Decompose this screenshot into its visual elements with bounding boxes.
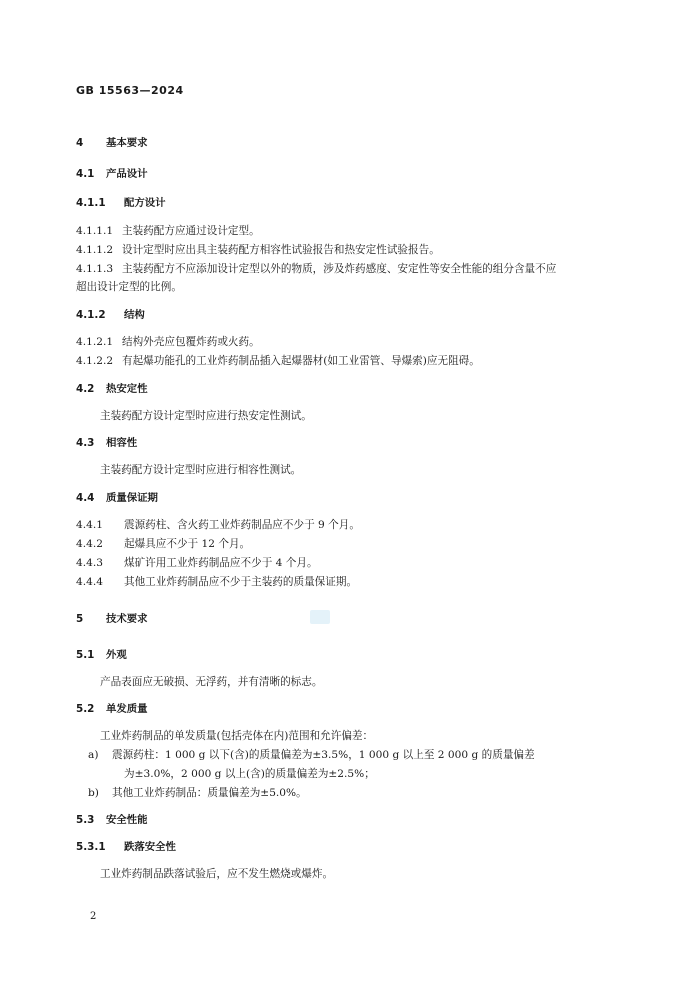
list-text: 其他工业炸药制品：质量偏差为±5.0%。 xyxy=(112,787,307,799)
heading-4-2 xyxy=(76,382,148,396)
clause-4-1-2-1 xyxy=(76,335,260,349)
clause-number: 4.4.3 xyxy=(76,557,103,569)
heading-title: 外观 xyxy=(106,649,127,661)
list-item-a xyxy=(88,748,535,762)
list-label: b) xyxy=(88,787,99,799)
paragraph-5-2: 工业炸药制品的单发质量(包括壳体在内)范围和允许偏差： xyxy=(100,730,374,742)
heading-4-3 xyxy=(76,436,137,450)
heading-title: 配方设计 xyxy=(124,197,166,209)
heading-number: 4.1.2 xyxy=(76,309,106,321)
standard-number: GB 15563—2024 xyxy=(76,84,184,97)
clause-4-1-1-3 xyxy=(76,262,556,276)
heading-title: 相容性 xyxy=(106,437,138,449)
paragraph-5-1: 产品表面应无破损、无浮药，并有清晰的标志。 xyxy=(100,676,323,688)
page-number: 2 xyxy=(90,911,97,922)
clause-number: 4.1.1.2 xyxy=(76,244,114,256)
clause-number: 4.4.2 xyxy=(76,538,103,550)
clause-text: 设计定型时应出具主装药配方相容性试验报告和热安定性试验报告。 xyxy=(122,244,440,256)
heading-number: 4.4 xyxy=(76,492,95,504)
heading-number: 5.3 xyxy=(76,814,95,826)
heading-5-2 xyxy=(76,702,148,716)
clause-4-4-2 xyxy=(76,537,250,551)
heading-number: 4.1 xyxy=(76,168,95,180)
clause-4-4-4 xyxy=(76,575,357,589)
heading-title: 热安定性 xyxy=(106,383,148,395)
list-label: a) xyxy=(88,749,99,761)
heading-title: 安全性能 xyxy=(106,814,148,826)
list-text: 震源药柱：1 000 g 以下(含)的质量偏差为±3.5%，1 000 g 以上至 2 000 g 的质量偏差 xyxy=(112,749,535,761)
clause-4-1-1-3-cont: 超出设计定型的比例。 xyxy=(76,281,182,293)
clause-text: 震源药柱、含火药工业炸药制品应不少于 9 个月。 xyxy=(124,519,360,531)
heading-title: 产品设计 xyxy=(106,168,148,180)
clause-text: 有起爆功能孔的工业炸药制品插入起爆器材(如工业雷管、导爆索)应无阻碍。 xyxy=(122,355,480,367)
clause-number: 4.1.2.1 xyxy=(76,336,114,348)
clause-text: 主装药配方应通过设计定型。 xyxy=(122,225,260,237)
heading-4-1-1 xyxy=(76,196,166,210)
heading-number: 5.1 xyxy=(76,649,95,661)
paragraph-4-3: 主装药配方设计定型时应进行相容性测试。 xyxy=(100,464,302,476)
heading-number: 5 xyxy=(76,613,84,625)
paragraph-4-2: 主装药配方设计定型时应进行热安定性测试。 xyxy=(100,410,312,422)
clause-4-1-1-2 xyxy=(76,243,440,257)
heading-title: 基本要求 xyxy=(106,137,148,149)
clause-4-4-3 xyxy=(76,556,318,570)
clause-text: 结构外壳应包覆炸药或火药。 xyxy=(122,336,260,348)
heading-title: 质量保证期 xyxy=(106,492,158,504)
list-item-a-cont: 为±3.0%，2 000 g 以上(含)的质量偏差为±2.5%； xyxy=(124,768,375,780)
heading-number: 5.2 xyxy=(76,703,95,715)
paragraph-5-3-1: 工业炸药制品跌落试验后，应不发生燃烧或爆炸。 xyxy=(100,868,334,880)
heading-4-4 xyxy=(76,491,158,505)
heading-number: 4.2 xyxy=(76,383,95,395)
clause-text: 起爆具应不少于 12 个月。 xyxy=(124,538,251,550)
heading-title: 技术要求 xyxy=(106,613,148,625)
watermark-logo xyxy=(310,610,330,624)
heading-5-3 xyxy=(76,813,148,827)
list-item-b xyxy=(88,786,307,800)
heading-5-3-1 xyxy=(76,840,176,854)
heading-number: 4.1.1 xyxy=(76,197,106,209)
heading-number: 4 xyxy=(76,137,84,149)
clause-number: 4.1.1.1 xyxy=(76,225,114,237)
heading-4-1-2 xyxy=(76,308,145,322)
clause-number: 4.4.1 xyxy=(76,519,103,531)
clause-text: 其他工业炸药制品应不少于主装药的质量保证期。 xyxy=(124,576,358,588)
clause-text: 主装药配方不应添加设计定型以外的物质，涉及炸药感度、安定性等安全性能的组分含量不应 xyxy=(122,263,557,275)
clause-text: 煤矿许用工业炸药制品应不少于 4 个月。 xyxy=(124,557,318,569)
clause-number: 4.1.2.2 xyxy=(76,355,114,367)
heading-number: 5.3.1 xyxy=(76,841,106,853)
heading-title: 单发质量 xyxy=(106,703,148,715)
heading-4 xyxy=(76,136,148,150)
clause-number: 4.4.4 xyxy=(76,576,103,588)
clause-number: 4.1.1.3 xyxy=(76,263,114,275)
clause-4-1-1-1 xyxy=(76,224,260,238)
clause-4-1-2-2 xyxy=(76,354,480,368)
heading-5-1 xyxy=(76,648,127,662)
clause-4-4-1 xyxy=(76,518,360,532)
heading-number: 4.3 xyxy=(76,437,95,449)
heading-4-1 xyxy=(76,167,148,181)
heading-title: 结构 xyxy=(124,309,145,321)
heading-title: 跌落安全性 xyxy=(124,841,176,853)
heading-5 xyxy=(76,612,148,626)
